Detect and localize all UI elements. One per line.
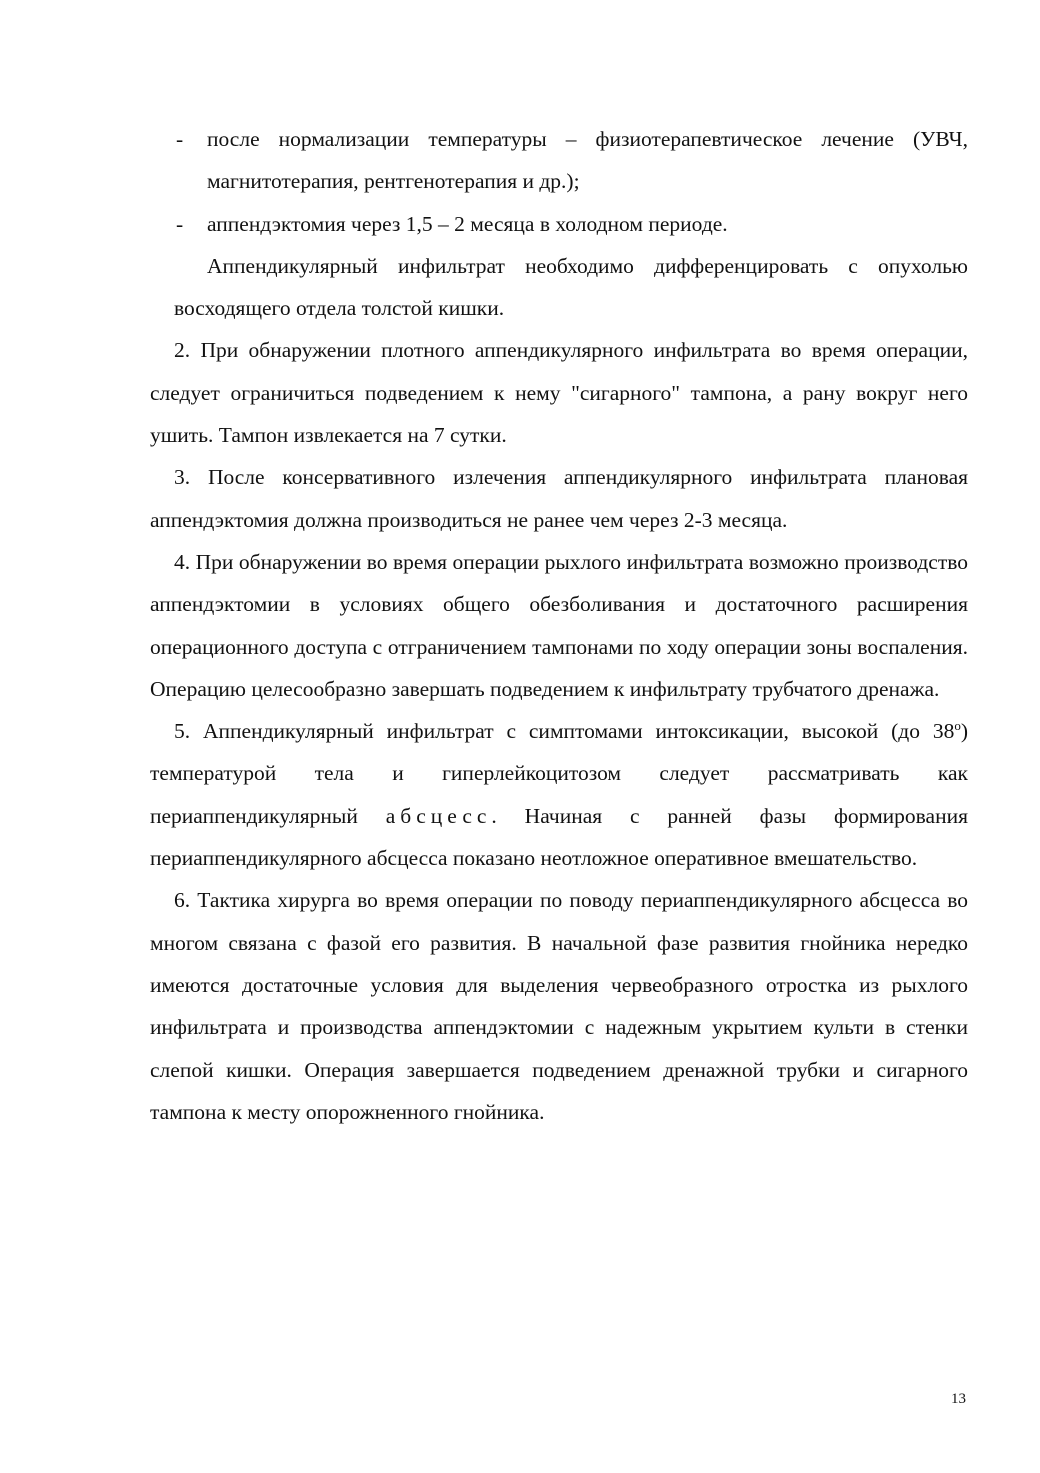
- point-5-text-start: 5. Аппендикулярный инфильтрат с симптомами интоксикации, высокой (до 38: [174, 719, 955, 744]
- point-5-text-middle: ) температурой тела и гиперлейкоцитозом следует рассматривать как периаппендикулярный: [150, 719, 968, 828]
- list-item-text: после нормализации температуры – физиотерапевтическое лечение (УВЧ, магнитотерапия, рентгенотерапия и др.);: [207, 127, 968, 194]
- paragraph-point-3: 3. После консервативного излечения аппендикулярного инфильтрата плановая аппендэктомия должна производиться не ранее чем через 2-3 месяца.: [150, 465, 968, 532]
- list-item-appendectomy: [150, 203, 968, 245]
- paragraph-point-5: [150, 710, 968, 879]
- list-marker: -: [176, 211, 184, 236]
- document-body: [150, 118, 968, 1133]
- paragraph-point-6: 6. Тактика хирурга во время операции по поводу периаппендикулярного абсцесса во многом связана с фазой его развития. В начальной фазе развития гнойника нередко имеются достаточные условия для выделения червеобразного отростка из рыхлого инфильтрата и производства аппендэктомии с надежным укрытием культи в стенки слепой кишки. Операция завершается подведением дренажной трубки и сигарного тампона к месту опорожненного гнойника.: [150, 888, 968, 1124]
- paragraph-point-4: 4. При обнаружении во время операции рыхлого инфильтрата возможно производство аппендэктомии в условиях общего обезболивания и достаточного расширения операционного доступа с отграничением тампонами по ходу операции зоны воспаления. Операцию целесообразно завершать подведением к инфильтрату трубчатого дренажа.: [150, 549, 968, 701]
- list-item-text: аппендэктомия через 1,5 – 2 месяца в холодном периоде.: [207, 211, 728, 236]
- point-5-text-end: . Начиная с ранней фазы формирования периаппендикулярного абсцесса показано неотложное оперативное вмешательство.: [150, 803, 968, 871]
- paragraph-point-2: 2. При обнаружении плотного аппендикулярного инфильтрата во время операции, следует ограничиться подведением к нему "сигарного" тампона, а рану вокруг него ушить. Тампон извлекается на 7 сутки.: [150, 338, 968, 448]
- spaced-term-abscess: абсцесс: [385, 803, 492, 828]
- list-item-physiotherapy: [150, 118, 968, 203]
- degree-superscript: о: [954, 718, 961, 734]
- page-number: 13: [951, 1391, 966, 1407]
- differential-note: Аппендикулярный инфильтрат необходимо дифференцировать с опухолью восходящего отдела толстой кишки.: [174, 253, 968, 321]
- list-marker: -: [176, 127, 184, 151]
